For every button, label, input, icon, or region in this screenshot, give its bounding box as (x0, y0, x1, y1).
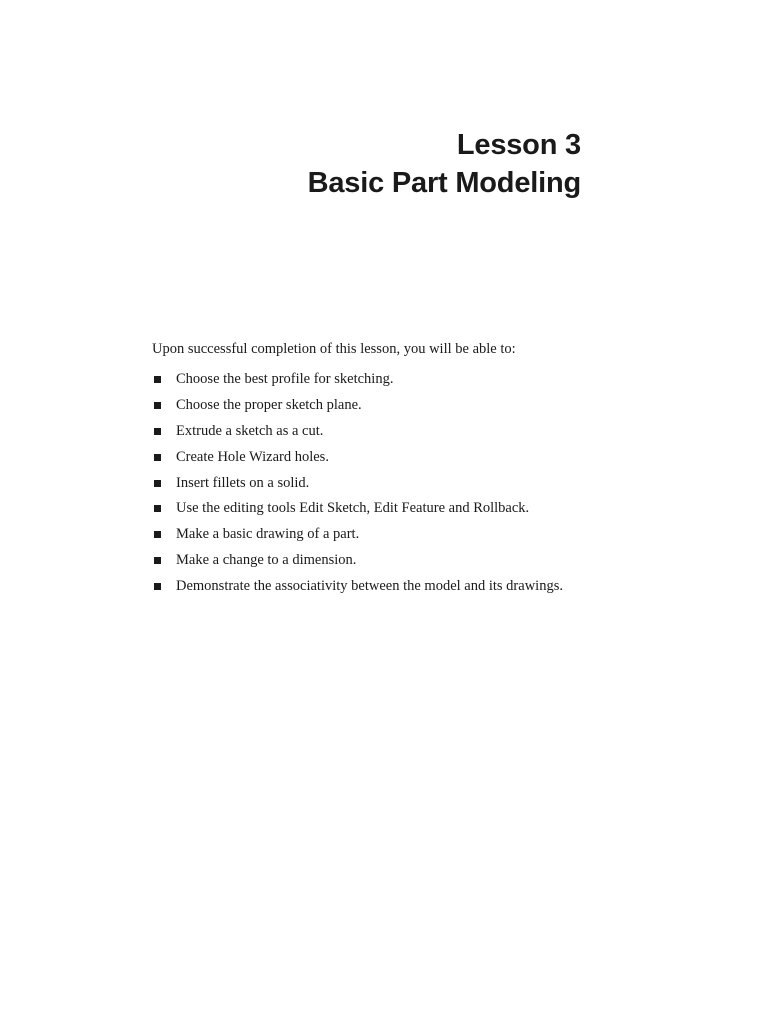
objective-item (152, 367, 632, 393)
objective-text: Insert fillets on a solid. (176, 474, 310, 491)
objective-text: Extrude a sketch as a cut. (176, 422, 324, 439)
objective-text: Demonstrate the associativity between the model and its drawings. (176, 577, 563, 594)
square-bullet-icon (154, 531, 161, 538)
objectives-intro: Upon successful completion of this lesson, you will be able to: (152, 341, 516, 357)
objective-item (152, 522, 632, 548)
square-bullet-icon (154, 428, 161, 435)
square-bullet-icon (154, 402, 161, 409)
objective-item (152, 419, 632, 445)
lesson-number: Lesson 3 (456, 129, 581, 161)
objective-text: Make a change to a dimension. (176, 551, 357, 568)
objectives-list (152, 367, 632, 599)
objective-item (152, 470, 632, 496)
objective-item (152, 496, 632, 522)
objective-text: Choose the best profile for sketching. (176, 371, 394, 388)
objective-item (152, 573, 632, 599)
objective-text: Use the editing tools Edit Sketch, Edit Feature and Rollback. (176, 500, 530, 517)
square-bullet-icon (154, 583, 161, 590)
lesson-heading (308, 126, 581, 202)
square-bullet-icon (154, 557, 161, 564)
objective-item (152, 548, 632, 574)
lesson-title: Basic Part Modeling (307, 167, 581, 199)
square-bullet-icon (154, 505, 161, 512)
square-bullet-icon (154, 454, 161, 461)
objective-text: Make a basic drawing of a part. (176, 526, 360, 543)
objective-text: Create Hole Wizard holes. (176, 448, 329, 465)
objectives-section (152, 339, 632, 599)
square-bullet-icon (154, 480, 161, 487)
objective-item (152, 393, 632, 419)
objective-item (152, 444, 632, 470)
square-bullet-icon (154, 376, 161, 383)
objective-text: Choose the proper sketch plane. (176, 397, 362, 414)
